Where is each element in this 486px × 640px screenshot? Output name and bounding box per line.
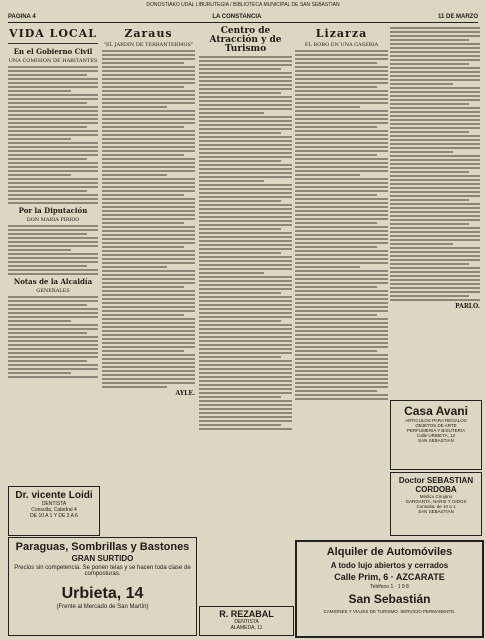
ad-note: CAMIONES Y VIAJES DE TURISMO. SERVICIO PERMANENTE. — [323, 609, 456, 614]
ad-line: DENTISTA — [234, 619, 259, 625]
article-text — [295, 50, 388, 400]
subheading: Por la Diputación — [18, 206, 88, 215]
article-title: Zaraus — [124, 27, 173, 40]
article-title: Centro de Atracción y de Turismo — [209, 26, 282, 54]
subheading-small: UNA COMISION DE HABITANTES — [8, 58, 98, 64]
ad-line: SAN SEBASTIAN — [418, 509, 454, 514]
ad-address: Calle Prim, 6 · AZCARATE — [334, 572, 445, 582]
ad-dentist-loidi — [8, 486, 100, 536]
ad-line: A todo lujo abiertos y cerrados — [330, 561, 449, 570]
archive-note: DONOSTIAKO UDAL LIBURUTEGIA / BIBLIOTECA MUNICIPAL DE SAN SEBASTIAN — [146, 2, 340, 8]
ad-line: SAN SEBASTIAN — [418, 438, 454, 443]
page-number: PAGINA 4 — [8, 14, 36, 20]
ad-line: ARTICULOS PARA REGALOS — [405, 418, 467, 423]
article-subtitle: EL ROBO EN UNA CASERIA — [304, 42, 379, 48]
ad-line: ALAMEDA, 11 — [230, 625, 263, 631]
ad-line: Consulta, Catedral 4 — [31, 507, 77, 513]
ad-city: San Sebastián — [348, 592, 431, 606]
ad-phone: Teléfono 1 · 1 9 8 — [370, 584, 409, 590]
article-text — [390, 27, 480, 301]
ad-line: Precios sin competencia. Se ponen telas y se hacen toda clase de composturas. — [14, 565, 191, 577]
ad-line: Calle URBIETA, 12 — [416, 433, 456, 438]
article-title: Lizarza — [315, 27, 368, 40]
ad-line: OBJETOS DE ARTE — [415, 423, 457, 428]
article-subtitle: "EL JARDIN DE TERRANTERMOS" — [103, 42, 194, 48]
ad-name: Casa Avani — [404, 404, 468, 418]
ad-name: Doctor SEBASTIAN CORDOBA — [398, 476, 474, 494]
ad-address: Urbieta, 14 — [61, 585, 144, 602]
ad-line: PERFUMERIA Y BISUTERIA — [406, 428, 466, 433]
article-text — [8, 296, 98, 378]
column-centro-turismo — [199, 25, 292, 563]
ad-casa-avani — [390, 400, 482, 470]
subheading: En el Gobierno Civil — [13, 47, 93, 56]
column-lizarza — [295, 25, 388, 537]
ad-paraguas — [8, 537, 197, 636]
ad-line: DENTISTA — [41, 501, 67, 507]
ad-doctor-cordoba — [390, 472, 482, 536]
subheading: Notas de la Alcaldía — [13, 277, 93, 286]
signature: AYLE. — [175, 390, 195, 397]
ad-subtitle: GRAN SURTIDO — [71, 554, 134, 563]
ad-title: Paraguas, Sombrillas y Bastones — [15, 541, 190, 553]
issue-date: 11 DE MARZO — [437, 14, 478, 20]
section-title: VIDA LOCAL — [9, 27, 97, 40]
article-text — [8, 225, 98, 275]
article-text — [8, 66, 98, 204]
ad-title: Alquiler de Automóviles — [326, 546, 453, 558]
ad-name: Dr. vicente Loidi — [15, 490, 93, 501]
signature: PARLO. — [455, 303, 480, 310]
ad-note: (Frente al Mercado de San Martín) — [56, 604, 149, 610]
ad-line: Médico Cirujano — [419, 494, 453, 499]
column-vida-local — [8, 25, 98, 423]
masthead — [8, 12, 478, 23]
subheading-small: GENERALES — [36, 288, 70, 294]
article-text — [102, 50, 195, 388]
ad-name: R. REZABAL — [219, 609, 274, 619]
ad-line: Consulta: de 10 a 1 — [416, 504, 456, 509]
newspaper-name: LA CONSTANCIA — [212, 14, 262, 20]
ad-line: GARGANTA, NARIZ Y OIDOS — [405, 499, 467, 504]
column-zaraus — [102, 25, 195, 563]
ad-alquiler-automoviles — [295, 540, 484, 638]
subheading-small: DON MARIA PIRRIO — [26, 217, 80, 223]
ad-line: DE 10 A 1 Y DE 3 A 6 — [30, 513, 78, 519]
ad-dentist-rezabal — [199, 606, 294, 636]
column-continued — [390, 25, 480, 393]
article-text — [199, 56, 292, 430]
